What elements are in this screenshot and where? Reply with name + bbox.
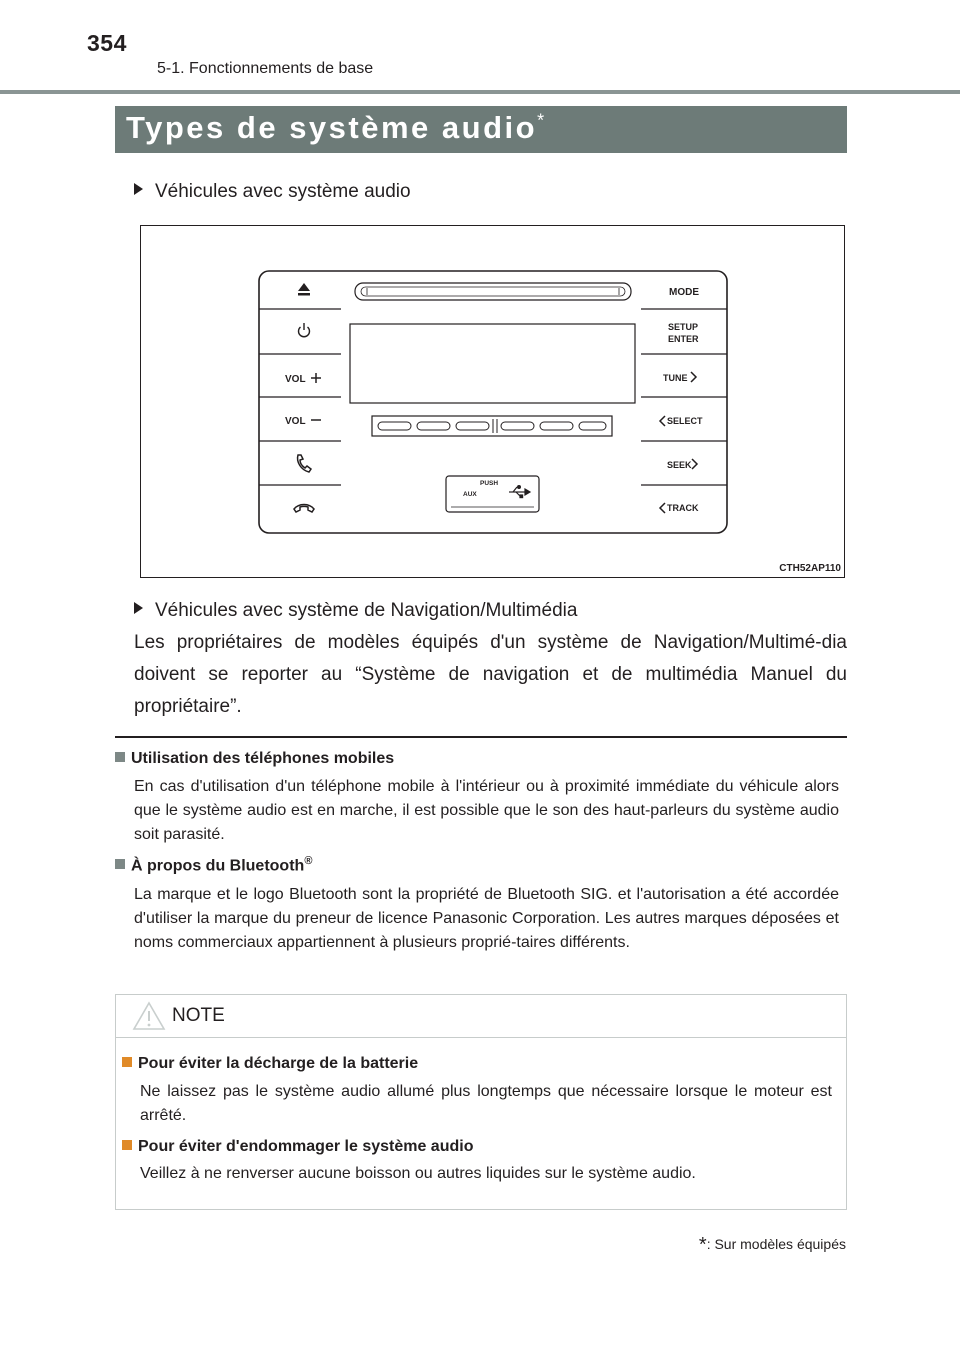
mobile-phones-text: En cas d'utilisation d'un téléphone mobile à l'intérieur ou à proximité immédiate du véhicule alors que le système audio est en marche, il est possible que le son des haut-parleurs du système audio soit parasité. [134, 778, 839, 843]
bluetooth-heading: À propos du Bluetooth® [115, 855, 312, 875]
select-label: SELECT [667, 416, 703, 426]
aux-label: AUX [463, 491, 477, 498]
plus-icon [311, 373, 321, 383]
chevron-left-icon [660, 416, 665, 426]
note-box [115, 994, 847, 1210]
bullet-audio-system: Véhicules avec système audio [134, 181, 411, 203]
warning-triangle-icon [132, 1001, 166, 1031]
chevron-right-icon [692, 459, 697, 469]
audio-panel-illustration [141, 226, 843, 576]
section-divider [115, 736, 847, 738]
square-bullet-icon [115, 752, 125, 762]
title-asterisk: * [537, 110, 545, 131]
bluetooth-text: La marque et le logo Bluetooth sont la propriété de Bluetooth SIG. et l'autorisation a été accordée d'utiliser la marque du preneur de licence Panasonic Corporation. Les autres marques déposées et noms commerciaux appartiennent à plusieurs proprié-taires différents. [134, 886, 839, 951]
mode-label: MODE [669, 287, 699, 298]
chevron-left-icon [660, 503, 665, 513]
vol-up-label: VOL [285, 374, 306, 385]
audio-system-figure [140, 225, 845, 578]
footnote-asterisk: * [698, 1234, 707, 1256]
track-label: TRACK [667, 503, 699, 513]
bullet-navigation-system: Véhicules avec système de Navigation/Multimédia [134, 600, 577, 622]
note-item-text: Veillez à ne renverser aucune boisson ou autres liquides sur le système audio. [140, 1165, 696, 1182]
section-label: 5-1. Fonctionnements de base [157, 60, 374, 77]
phone-pickup-icon [298, 455, 311, 472]
triangle-bullet-icon [134, 602, 143, 614]
note-item-heading: Pour éviter d'endommager le système audio [122, 1138, 473, 1156]
header-rule [0, 90, 960, 94]
triangle-bullet-icon [134, 183, 143, 195]
square-bullet-icon [122, 1057, 132, 1067]
title-banner [115, 106, 847, 153]
eject-icon [298, 283, 310, 296]
page-number: 354 [87, 30, 127, 56]
push-label: PUSH [480, 480, 499, 487]
note-item-text: Ne laissez pas le système audio allumé plus longtemps que nécessaire lorsque le moteur est arrêté. [140, 1083, 832, 1124]
tune-label: TUNE [663, 373, 688, 383]
usb-icon [509, 486, 530, 498]
figure-code: CTH52AP110 [779, 563, 841, 574]
phone-hangup-icon [294, 505, 314, 513]
seek-label: SEEK [667, 460, 692, 470]
vol-down-label: VOL [285, 416, 306, 427]
chevron-right-icon [691, 372, 696, 382]
note-item-heading: Pour éviter la décharge de la batterie [122, 1055, 418, 1073]
registered-mark: ® [304, 855, 313, 867]
mobile-phones-heading: Utilisation des téléphones mobiles [115, 750, 394, 768]
footnote: *: Sur modèles équipés [698, 1234, 846, 1256]
setup-label: SETUP [668, 322, 699, 332]
note-label: NOTE [172, 1005, 225, 1026]
square-bullet-icon [115, 859, 125, 869]
power-icon [299, 323, 310, 337]
enter-label: ENTER [668, 334, 699, 344]
page-title: Types de système audio* [126, 110, 545, 145]
navigation-paragraph: Les propriétaires de modèles équipés d'un système de Navigation/Multimé-dia doivent se reporter au “Système de navigation et de multimédia Manuel du propriétaire”. [134, 632, 847, 717]
square-bullet-icon [122, 1140, 132, 1150]
note-header [116, 995, 846, 1038]
